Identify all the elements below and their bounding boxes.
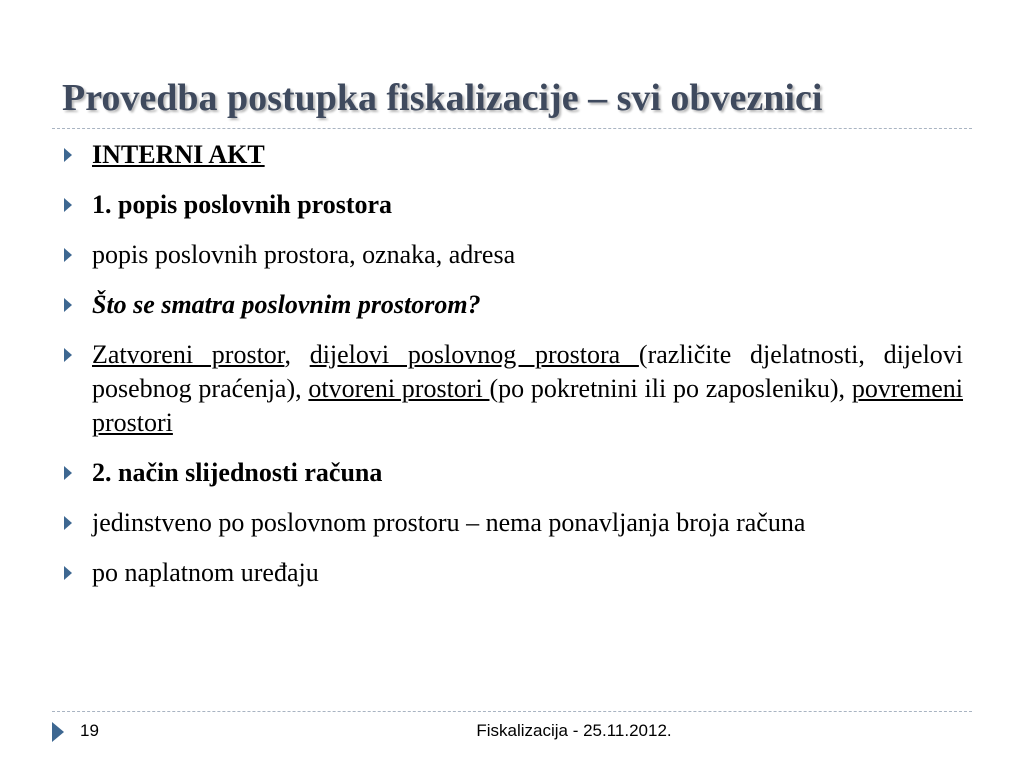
- item-text-part: Zatvoreni prostor: [92, 340, 285, 369]
- list-item: [60, 506, 963, 540]
- footer-divider: [52, 711, 972, 712]
- slide-title: Provedba postupka fiskalizacije – svi obveznici: [62, 77, 823, 119]
- item-text-part: (različite djelatnosti, dijelovi posebnog praćenja),: [92, 340, 964, 403]
- item-text-part: otvoreni prostori: [308, 374, 490, 403]
- item-text-part: povremeni prostori: [92, 374, 964, 437]
- title-divider: [52, 128, 972, 129]
- item-text: jedinstveno po poslovnom prostoru – nema ponavljanja broja računa: [92, 508, 806, 537]
- item-text-part: (po pokretnini ili po zaposleniku),: [489, 374, 852, 403]
- list-item: [60, 556, 963, 590]
- list-item: [60, 288, 963, 322]
- bullet-arrow-icon: [64, 516, 72, 530]
- bullet-arrow-icon: [64, 298, 72, 312]
- bullet-arrow-icon: [64, 148, 72, 162]
- list-item: [60, 456, 963, 490]
- bullet-list: [60, 138, 963, 606]
- list-item: [60, 188, 963, 222]
- footer-text: Fiskalizacija - 25.11.2012.: [476, 721, 672, 740]
- bullet-arrow-icon: [64, 198, 72, 212]
- item-text: po naplatnom uređaju: [92, 558, 319, 587]
- bullet-arrow-icon: [64, 466, 72, 480]
- page-number: 19: [80, 721, 99, 740]
- list-item: [60, 138, 963, 172]
- item-text: INTERNI AKT: [92, 140, 265, 169]
- list-item: [60, 338, 963, 440]
- item-text: Što se smatra poslovnim prostorom?: [92, 290, 481, 319]
- list-item: [60, 238, 963, 272]
- item-text: popis poslovnih prostora, oznaka, adresa: [92, 240, 516, 269]
- item-text: 1. popis poslovnih prostora: [92, 190, 393, 219]
- bullet-arrow-icon: [64, 566, 72, 580]
- bullet-arrow-icon: [64, 348, 72, 362]
- bullet-arrow-icon: [64, 248, 72, 262]
- item-text-part: ,: [284, 340, 310, 369]
- item-text-part: dijelovi poslovnog prostora: [309, 340, 639, 369]
- item-text: 2. način slijednosti računa: [92, 458, 383, 487]
